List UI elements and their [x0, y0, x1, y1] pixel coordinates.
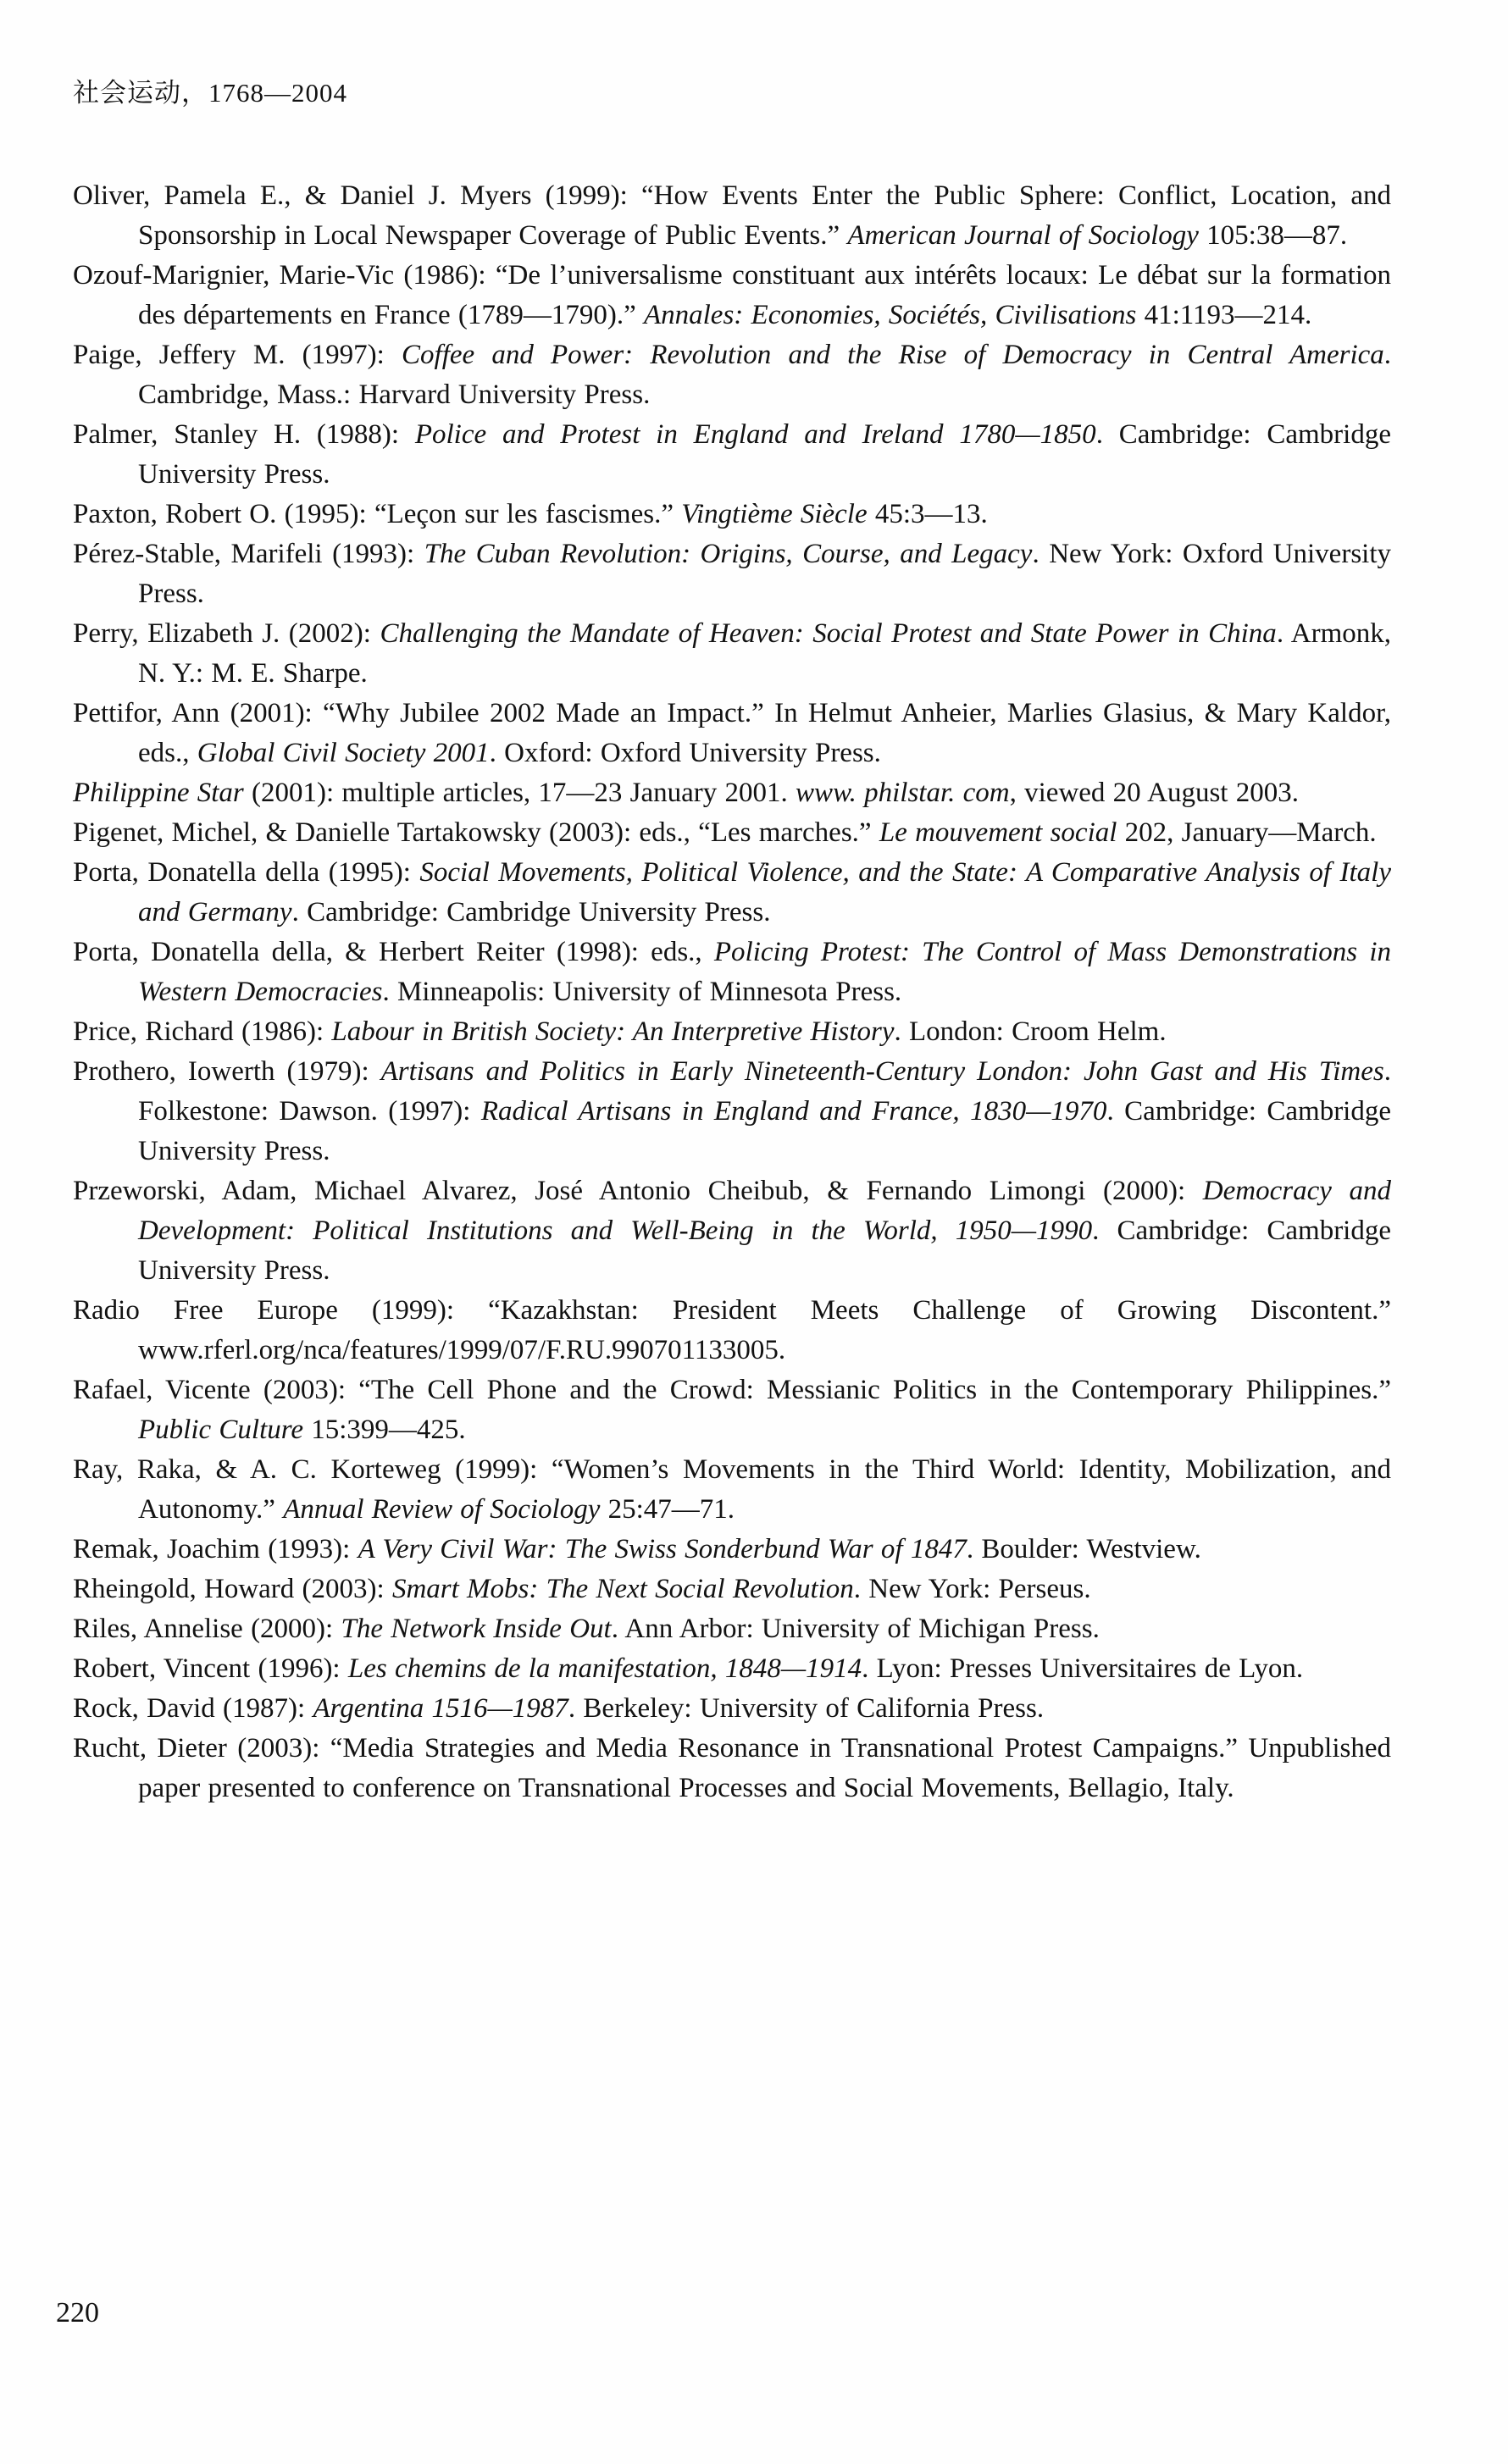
reference-entry: [73, 1171, 1391, 1291]
entry-italic-segment: Global Civil Society 2001: [197, 738, 490, 768]
entry-italic-segment: Democracy and Development: Political Institutions and Well-Being in the World, 1950—1990: [138, 1176, 1391, 1246]
entry-text-segment: Pettifor, Ann (2001): “Why Jubilee 2002 Made an Impact.” In Helmut Anheier, Marlies Glasius, & Mary Kaldor, eds.,: [73, 698, 1391, 768]
entry-italic-segment: Annual Review of Sociology: [283, 1494, 601, 1525]
entry-text-segment: Price, Richard (1986):: [73, 1016, 332, 1047]
entry-text-segment: Perry, Elizabeth J. (2002):: [73, 618, 380, 649]
entry-text-segment: Remak, Joachim (1993):: [73, 1534, 358, 1564]
entry-text-segment: Przeworski, Adam, Michael Alvarez, José Antonio Cheibub, & Fernando Limongi (2000):: [73, 1176, 1203, 1206]
entry-italic-segment: Smart Mobs: The Next Social Revolution: [391, 1574, 854, 1604]
entry-text-segment: Robert, Vincent (1996):: [73, 1653, 348, 1684]
entry-text-segment: . Cambridge, Mass.: Harvard University Press.: [138, 340, 1392, 410]
entry-text-segment: Paxton, Robert O. (1995): “Leçon sur les fascismes.”: [73, 499, 682, 529]
entry-italic-segment: Challenging the Mandate of Heaven: Social Protest and State Power in China: [380, 618, 1277, 649]
entry-italic-segment: Philippine Star: [73, 778, 244, 808]
entry-text-segment: . Cambridge: Cambridge University Press.: [138, 419, 1391, 490]
reference-entry: [73, 1370, 1391, 1450]
reference-entry: [73, 1530, 1391, 1570]
entry-italic-segment: Vingtième Siècle: [681, 499, 868, 529]
entry-italic-segment: Artisans and Politics in Early Nineteenth-Century London: John Gast and His Times: [380, 1056, 1384, 1087]
entry-text-segment: Porta, Donatella della (1995):: [73, 857, 420, 888]
reference-entry: [73, 614, 1391, 694]
entry-italic-segment: Public Culture: [138, 1415, 304, 1445]
reference-entry: [73, 534, 1391, 614]
entry-text-segment: . Cambridge: Cambridge University Press.: [138, 1096, 1391, 1166]
reference-entry: [73, 256, 1391, 335]
entry-italic-segment: Radical Artisans in England and France, 1830—1970: [480, 1096, 1107, 1127]
entry-text-segment: Prothero, Iowerth (1979):: [73, 1056, 381, 1087]
entry-italic-segment: www. philstar. com: [796, 778, 1010, 808]
entry-text-segment: . Berkeley: University of California Press.: [568, 1693, 1045, 1724]
entry-text-segment: Rucht, Dieter (2003): “Media Strategies and Media Resonance in Transnational Protest Campaigns.” Unpublished paper presented to conference on Transnational Processes and Social Movements, Bellagio, Italy.: [73, 1733, 1391, 1803]
entry-italic-segment: Les chemins de la manifestation, 1848—1914: [347, 1653, 862, 1684]
reference-entry: [73, 1609, 1391, 1649]
reference-entry: [73, 1052, 1391, 1171]
entry-text-segment: Pérez-Stable, Marifeli (1993):: [73, 539, 424, 569]
entry-italic-segment: A Very Civil War: The Swiss Sonderbund War of 1847: [358, 1534, 967, 1564]
entry-text-segment: 202, January—March.: [1117, 817, 1377, 848]
entry-text-segment: . Lyon: Presses Universitaires de Lyon.: [862, 1653, 1304, 1684]
entry-italic-segment: Coffee and Power: Revolution and the Rise of Democracy in Central America: [402, 340, 1384, 370]
entry-text-segment: Riles, Annelise (2000):: [73, 1614, 341, 1644]
reference-entry: [73, 1012, 1391, 1052]
reference-entry: [73, 1729, 1391, 1808]
reference-entry: [73, 773, 1391, 813]
reference-entry: [73, 1291, 1391, 1370]
entry-text-segment: . Boulder: Westview.: [966, 1534, 1201, 1564]
entry-text-segment: 41:1193—214.: [1136, 300, 1312, 330]
entry-text-segment: Palmer, Stanley H. (1988):: [73, 419, 415, 450]
entry-text-segment: Ray, Raka, & A. C. Korteweg (1999): “Women’s Movements in the Third World: Identity, Mobilization, and Autonomy.”: [73, 1454, 1391, 1525]
entry-italic-segment: Police and Protest in England and Ireland 1780—1850: [414, 419, 1096, 450]
page-number: 220: [56, 2297, 99, 2328]
entry-text-segment: . New York: Oxford University Press.: [138, 539, 1391, 609]
reference-entry: [73, 1450, 1391, 1530]
entry-text-segment: , viewed 20 August 2003.: [1009, 778, 1299, 808]
entry-italic-segment: American Journal of Sociology: [847, 220, 1199, 251]
entry-text-segment: Oliver, Pamela E., & Daniel J. Myers (1999): “How Events Enter the Public Sphere: Conflict, Location, and Sponsorship in Local Newspaper Coverage of Public Events.”: [73, 180, 1391, 251]
entry-text-segment: 45:3—13.: [867, 499, 988, 529]
entry-text-segment: . Cambridge: Cambridge University Press.: [138, 1215, 1391, 1286]
entry-italic-segment: Annales: Economies, Sociétés, Civilisations: [643, 300, 1137, 330]
entry-text-segment: Paige, Jeffery M. (1997):: [73, 340, 402, 370]
entry-italic-segment: The Cuban Revolution: Origins, Course, and Legacy: [424, 539, 1033, 569]
entry-text-segment: . Cambridge: Cambridge University Press.: [291, 897, 771, 927]
reference-entry: [73, 853, 1391, 933]
entry-italic-segment: The Network Inside Out: [341, 1614, 612, 1644]
entry-text-segment: . Minneapolis: University of Minnesota Press.: [382, 977, 902, 1007]
entry-italic-segment: Social Movements, Political Violence, and the State: A Comparative Analysis of Italy and Germany: [138, 857, 1391, 927]
entry-text-segment: (2001): multiple articles, 17—23 January 2001.: [243, 778, 796, 808]
running-header: 社会运动，1768—2004: [73, 78, 347, 108]
entry-text-segment: 15:399—425.: [303, 1415, 466, 1445]
entry-text-segment: Rock, David (1987):: [73, 1693, 313, 1724]
entry-text-segment: Radio Free Europe (1999): “Kazakhstan: President Meets Challenge of Growing Discontent.” www.rferl.org/nca/features/1999/07/F.RU.990701133005.: [73, 1295, 1391, 1365]
entry-text-segment: 25:47—71.: [600, 1494, 735, 1525]
reference-entry: [73, 1649, 1391, 1689]
reference-entry: [73, 176, 1391, 256]
reference-list: [73, 176, 1391, 1808]
entry-text-segment: 105:38—87.: [1198, 220, 1348, 251]
entry-text-segment: . New York: Perseus.: [853, 1574, 1091, 1604]
entry-text-segment: . Armonk, N. Y.: M. E. Sharpe.: [138, 618, 1391, 689]
entry-text-segment: Ozouf-Marignier, Marie-Vic (1986): “De l’universalisme constituant aux intérêts locaux: Le débat sur la formation des départements en France (1789—1790).”: [73, 260, 1391, 330]
entry-text-segment: . Oxford: Oxford University Press.: [489, 738, 881, 768]
entry-text-segment: . Folkestone: Dawson. (1997):: [138, 1056, 1391, 1127]
entry-text-segment: Rafael, Vicente (2003): “The Cell Phone and the Crowd: Messianic Politics in the Contemporary Philippines.”: [73, 1375, 1391, 1405]
reference-entry: [73, 933, 1391, 1012]
entry-text-segment: Pigenet, Michel, & Danielle Tartakowsky (2003): eds., “Les marches.”: [73, 817, 879, 848]
reference-entry: [73, 335, 1391, 415]
entry-text-segment: . Ann Arbor: University of Michigan Press.: [611, 1614, 1100, 1644]
entry-italic-segment: Policing Protest: The Control of Mass Demonstrations in Western Democracies: [138, 937, 1391, 1007]
entry-italic-segment: Argentina 1516—1987: [313, 1693, 568, 1724]
reference-entry: [73, 694, 1391, 773]
entry-text-segment: . London: Croom Helm.: [894, 1016, 1167, 1047]
reference-entry: [73, 415, 1391, 495]
reference-entry: [73, 1689, 1391, 1729]
reference-entry: [73, 495, 1391, 534]
entry-text-segment: Rheingold, Howard (2003):: [73, 1574, 392, 1604]
entry-text-segment: Porta, Donatella della, & Herbert Reiter (1998): eds.,: [73, 937, 714, 967]
reference-entry: [73, 1570, 1391, 1609]
entry-italic-segment: Labour in British Society: An Interpretive History: [331, 1016, 895, 1047]
entry-italic-segment: Le mouvement social: [879, 817, 1117, 848]
reference-entry: [73, 813, 1391, 853]
